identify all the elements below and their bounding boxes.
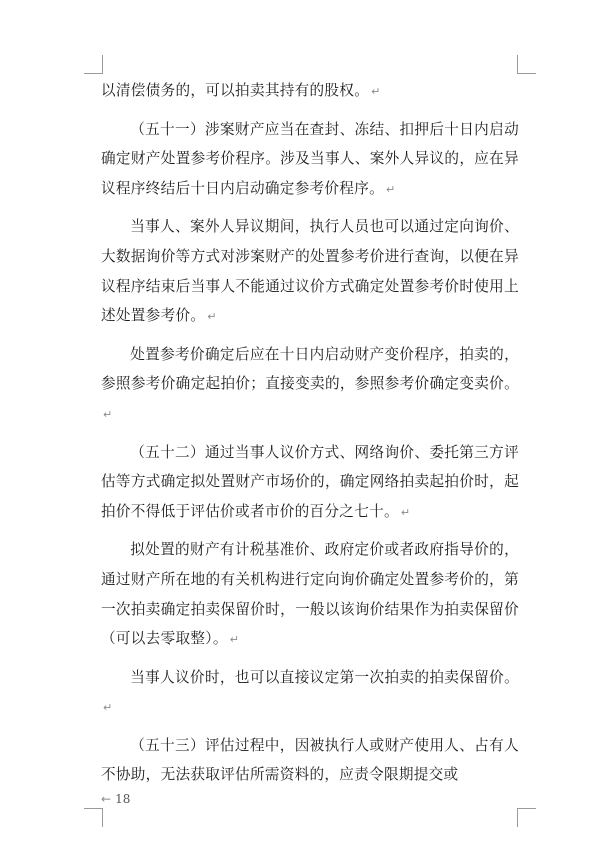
- paragraph-8[interactable]: （五十三）评估过程中，因被执行人或财产使用人、占有人不协助，无法获取评估所需资料的，应责令限期提交或: [101, 736, 519, 784]
- page-footer: [101, 792, 130, 806]
- paragraph-mark-icon: ↵: [400, 505, 411, 519]
- paragraph-mark-icon: ↵: [103, 701, 113, 715]
- paragraph-2[interactable]: （五十一）涉案财产应当在查封、冻结、扣押后十日内启动确定财产处置参考价程序。涉及当事人、案外人异议的，应在异议程序终结后十日内启动确定参考价程序。 ↵: [101, 120, 519, 197]
- crop-mark-top-left: [84, 55, 103, 74]
- paragraph-mark-icon: ↵: [207, 310, 217, 324]
- paragraph-5[interactable]: （五十二）通过当事人议价方式、网络询价、委托第三方评估等方式确定拟处置财产市场价的，确定网络拍卖起拍价时，起拍价不得低于评估价或者市价的百分之七十。 ↵: [101, 443, 519, 520]
- paragraph-1[interactable]: 以清偿债务的，可以拍卖其持有的股权。 ↵: [101, 82, 381, 99]
- document-body[interactable]: [101, 76, 519, 798]
- paragraph-3[interactable]: 当事人、案外人异议期间，执行人员也可以通过定向询价、大数据询价等方式对涉案财产的处置参考价进行查询，以便在异议程序结束后当事人不能通过议价方式确定处置参考价时使用上述处置参考价。 ↵: [101, 218, 519, 325]
- paragraph-7[interactable]: 当事人议价时，也可以直接议定第一次拍卖的拍卖保留价。↵: [103, 668, 519, 715]
- paragraph-mark-icon: ↵: [103, 407, 113, 421]
- paragraph-mark-icon: ↵: [385, 182, 396, 196]
- page-number: 18: [115, 792, 131, 806]
- paragraph-4[interactable]: 处置参考价确定后应在十日内启动财产变价程序，拍卖的，参照参考价确定起拍价；直接变卖的，参照参考价确定变卖价。↵: [101, 345, 519, 421]
- crop-mark-top-right: [517, 55, 536, 74]
- paragraph-mark-icon: ↵: [371, 85, 381, 98]
- paragraph-6[interactable]: 拟处置的财产有计税基准价、政府定价或者政府指导价的，通过财产所在地的有关机构进行定向询价确定处置参考价的，第一次拍卖确定拍卖保留价时，一般以该询价结果作为拍卖保留价（可以去零取整）。 ↵: [101, 541, 519, 648]
- paragraph-mark-icon: ↵: [229, 633, 240, 647]
- arrow-left-icon: ←: [101, 792, 112, 806]
- crop-mark-bottom-left: [84, 808, 103, 827]
- crop-mark-bottom-right: [517, 808, 536, 827]
